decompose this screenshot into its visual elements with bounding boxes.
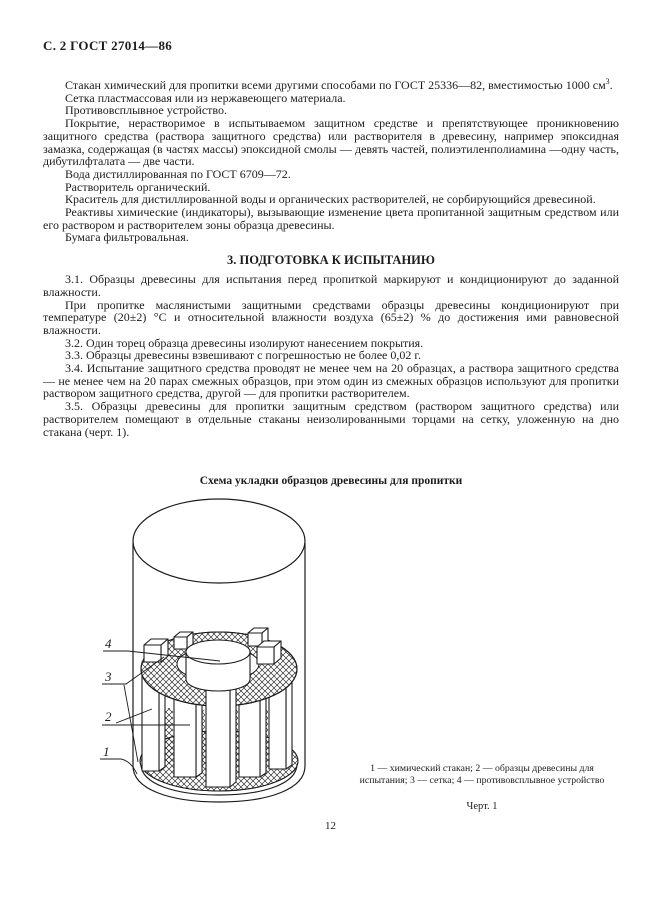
paragraph: 3.5. Образцы древесины для пропитки защитным средством (раствором защитного средства) или растворителем помещают в отдельные стаканы неизолированными торцами на сетку, уложенную на дно стакана (черт. 1).: [43, 399, 619, 439]
paragraph: 3.4. Испытание защитного средства проводят не менее чем на 20 образцах, а раствора защитного средства — не менее чем на 20 парах смежных образцов, при этом один из смежных образцов используют для пропитки раствором защитного средства, другой — для пропитки растворителем.: [43, 361, 619, 401]
paragraph: Реактивы химические (индикаторы), вызывающие изменение цвета пропитанной защитным средством или его раствором и растворителем зоны образца древесины.: [43, 205, 619, 232]
callout-4: 4: [105, 636, 112, 651]
paragraph: 3.1. Образцы древесины для испытания перед пропиткой маркируют и кондиционируют до заданной влажности.: [43, 272, 619, 299]
figure-diagram: [100, 490, 335, 820]
paragraph: При пропитке маслянистыми защитными средствами образцы древесины кондиционируют при температуре (20±2) °С и относительной влажности воздуха (65±2) % до достижения ими равновесной влажности.: [43, 297, 619, 337]
callout-3: 3: [105, 669, 112, 684]
paragraph: Покрытие, нерастворимое в испытываемом защитном средстве и препятствующее проникновению защитного средства (раствора защитного средства) или растворителя в древесину, например эпоксидная замазка, содержащая (в частях массы) эпоксидной смолы — девять частей, полиэтиленполиамина —одну часть, дибутилфталата — две части.: [43, 116, 619, 169]
paragraph-text: .: [609, 78, 613, 92]
figure-legend: 1 — химический стакан; 2 — образцы древесины для испытания; 3 — сетка; 4 — противовсплывное устройство: [359, 763, 605, 786]
paragraph: Растворитель органический.: [65, 179, 211, 194]
page-number: 12: [325, 820, 336, 832]
page-header: С. 2 ГОСТ 27014—86: [43, 38, 173, 53]
section-heading: 3. ПОДГОТОВКА К ИСПЫТАНИЮ: [227, 253, 435, 268]
paragraph-text: Стакан химический для пропитки всеми другими способами по ГОСТ 25336—82, вместимостью 1000 см: [65, 78, 606, 92]
preparation-section: [43, 273, 619, 438]
paragraph: Сетка пластмассовая или из нержавеющего материала.: [65, 90, 346, 105]
paragraph: 3.3. Образцы древесины взвешивают с погрешностью не более 0,02 г.: [65, 348, 421, 363]
paragraph: [43, 79, 619, 92]
materials-section: [43, 79, 619, 244]
paragraph: Краситель для дистиллированной воды и органических растворителей, не сорбирующийся древесиной.: [65, 192, 596, 207]
figure-label: Черт. 1: [466, 801, 498, 812]
paragraph: Вода дистиллированная по ГОСТ 6709—72.: [65, 166, 291, 181]
paragraph: Противовсплывное устройство.: [65, 103, 228, 118]
paragraph: Бумага фильтровальная.: [65, 230, 189, 245]
paragraph: 3.2. Один торец образца древесины изолируют нанесением покрытия.: [65, 335, 424, 350]
callout-1: 1: [103, 744, 110, 759]
figure-caption: Схема укладки образцов древесины для пропитки: [199, 475, 463, 487]
anti-float-device: [186, 640, 250, 691]
callout-2: 2: [105, 709, 112, 724]
text-column: [43, 38, 619, 438]
superscript: 3: [605, 77, 610, 86]
